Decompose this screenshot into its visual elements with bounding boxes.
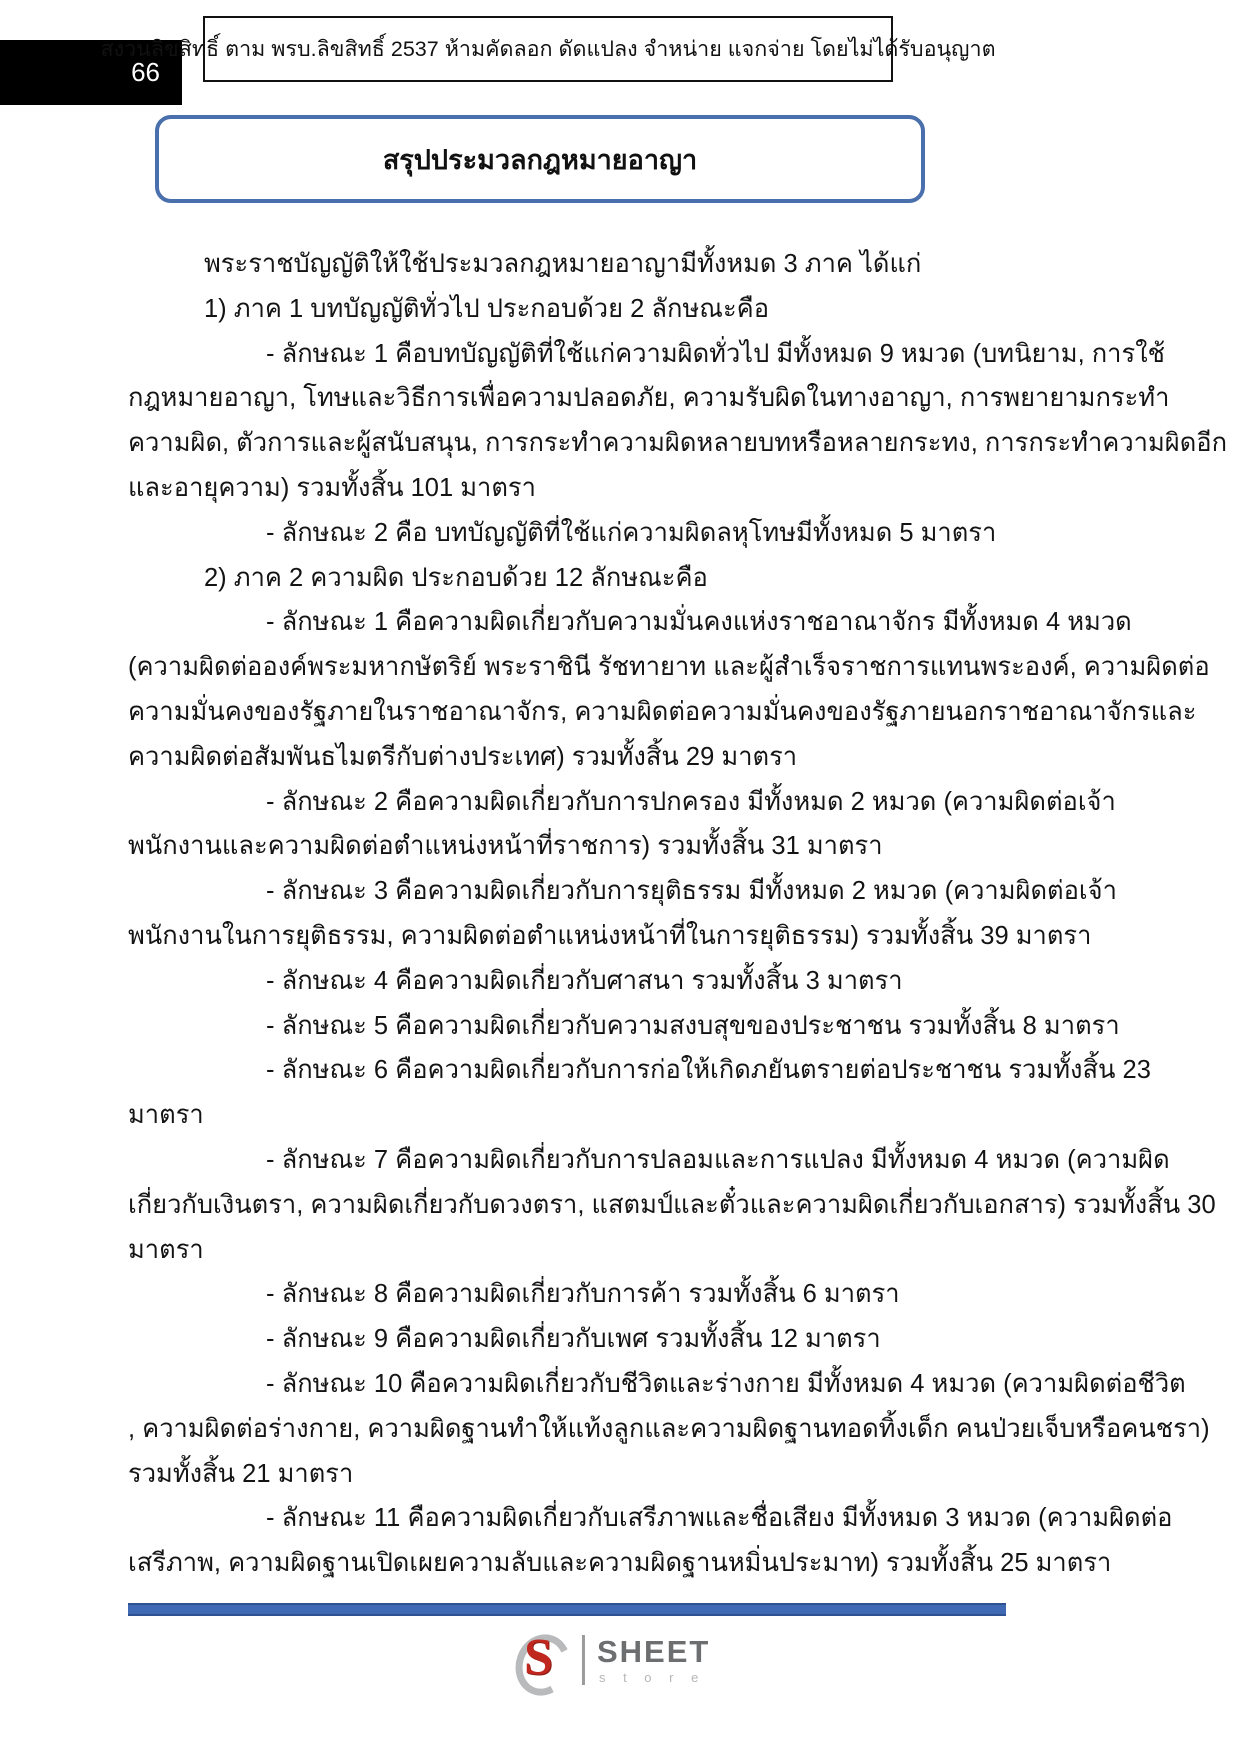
body-line: มาตรา [128,1235,204,1264]
page-title: สรุปประมวลกฎหมายอาญา [382,144,698,175]
body-line: , ความผิดต่อร่างกาย, ความผิดฐานทำให้แท้งลูกและความผิดฐานทอดทิ้งเด็ก คนป่วยเจ็บหรือคนชรา) [128,1414,1210,1443]
body-line: ความมั่นคงของรัฐภายในราชอาณาจักร, ความผิดต่อความมั่นคงของรัฐภายนอกราชอาณาจักรและ [128,697,1197,726]
copyright-notice: สงวนลิขสิทธิ์ ตาม พรบ.ลิขสิทธิ์ 2537 ห้ามคัดลอก ดัดแปลง จำหน่าย แจกจ่าย โดยไม่ได้รับอนุญาต [100,37,996,61]
body-line: และอายุความ) รวมทั้งสิ้น 101 มาตรา [128,473,536,502]
logo-text [596,1633,711,1685]
body-line: พนักงานในการยุติธรรม, ความผิดต่อตำแหน่งหน้าที่ในการยุติธรรม) รวมทั้งสิ้น 39 มาตรา [128,921,1092,950]
body-line: - ลักษณะ 6 คือความผิดเกี่ยวกับการก่อให้เกิดภยันตรายต่อประชาชน รวมทั้งสิ้น 23 [266,1056,1151,1085]
body-line: - ลักษณะ 8 คือความผิดเกี่ยวกับการค้า รวมทั้งสิ้น 6 มาตรา [266,1280,900,1309]
body-line: รวมทั้งสิ้น 21 มาตรา [128,1459,354,1488]
body-text [128,242,1228,1586]
body-line: เกี่ยวกับเงินตรา, ความผิดเกี่ยวกับดวงตรา, แสตมป์และตั๋วและความผิดเกี่ยวกับเอกสาร) รวมทั้งสิ้น 30 [128,1190,1216,1219]
body-line: 1) ภาค 1 บทบัญญัติทั่วไป ประกอบด้วย 2 ลักษณะคือ [204,294,770,323]
logo-letter: S [523,1629,553,1686]
body-line: กฎหมายอาญา, โทษและวิธีการเพื่อความปลอดภัย, ความรับผิดในทางอาญา, การพยายามกระทำ [128,384,1170,413]
logo-divider-line [582,1635,585,1685]
body-line: ความผิดต่อสัมพันธไมตรีกับต่างประเทศ) รวมทั้งสิ้น 29 มาตรา [128,742,798,771]
body-line: - ลักษณะ 5 คือความผิดเกี่ยวกับความสงบสุขของประชาชน รวมทั้งสิ้น 8 มาตรา [266,1011,1120,1040]
body-line: - ลักษณะ 9 คือความผิดเกี่ยวกับเพศ รวมทั้งสิ้น 12 มาตรา [266,1325,881,1354]
body-line: 2) ภาค 2 ความผิด ประกอบด้วย 12 ลักษณะคือ [204,563,708,592]
body-line: - ลักษณะ 4 คือความผิดเกี่ยวกับศาสนา รวมทั้งสิ้น 3 มาตรา [266,966,903,995]
body-line: - ลักษณะ 2 คือความผิดเกี่ยวกับการปกครอง มีทั้งหมด 2 หมวด (ความผิดต่อเจ้า [266,787,1116,816]
body-line: - ลักษณะ 3 คือความผิดเกี่ยวกับการยุติธรรม มีทั้งหมด 2 หมวด (ความผิดต่อเจ้า [266,877,1117,906]
sheet-store-logo [514,1630,710,1690]
body-line: ความผิด, ตัวการและผู้สนับสนุน, การกระทำความผิดหลายบทหรือหลายกระทง, การกระทำความผิดอีก [128,429,1228,458]
sheet-store-logo-icon [514,1630,570,1690]
logo-brand-name: SHEET [596,1633,711,1669]
page-number: 66 [131,57,160,87]
body-line: (ความผิดต่อองค์พระมหากษัตริย์ พระราชินี รัชทายาท และผู้สำเร็จราชการแทนพระองค์, ความผิดต่อ [128,653,1210,682]
footer-divider-bar [128,1603,1006,1616]
body-line: - ลักษณะ 11 คือความผิดเกี่ยวกับเสรีภาพและชื่อเสียง มีทั้งหมด 3 หมวด (ความผิดต่อ [266,1504,1173,1533]
body-line: เสรีภาพ, ความผิดฐานเปิดเผยความลับและความผิดฐานหมิ่นประมาท) รวมทั้งสิ้น 25 มาตรา [128,1549,1112,1578]
logo-brand-subtitle: s t o r e [598,1669,706,1685]
body-line: - ลักษณะ 1 คือบทบัญญัติที่ใช้แก่ความผิดทั่วไป มีทั้งหมด 9 หมวด (บทนิยาม, การใช้ [266,339,1165,368]
body-line: - ลักษณะ 10 คือความผิดเกี่ยวกับชีวิตและร่างกาย มีทั้งหมด 4 หมวด (ความผิดต่อชีวิต [266,1369,1186,1398]
title-box [155,115,925,203]
body-line: - ลักษณะ 1 คือความผิดเกี่ยวกับความมั่นคงแห่งราชอาณาจักร มีทั้งหมด 4 หมวด [266,608,1132,637]
body-line: - ลักษณะ 7 คือความผิดเกี่ยวกับการปลอมและการแปลง มีทั้งหมด 4 หมวด (ความผิด [266,1145,1170,1174]
body-line: พระราชบัญญัติให้ใช้ประมวลกฎหมายอาญามีทั้งหมด 3 ภาค ได้แก่ [204,250,922,278]
body-line: - ลักษณะ 2 คือ บทบัญญัติที่ใช้แก่ความผิดลหุโทษมีทั้งหมด 5 มาตรา [266,518,997,547]
body-line: มาตรา [128,1101,204,1130]
body-line: พนักงานและความผิดต่อตำแหน่งหน้าที่ราชการ) รวมทั้งสิ้น 31 มาตรา [128,832,883,861]
